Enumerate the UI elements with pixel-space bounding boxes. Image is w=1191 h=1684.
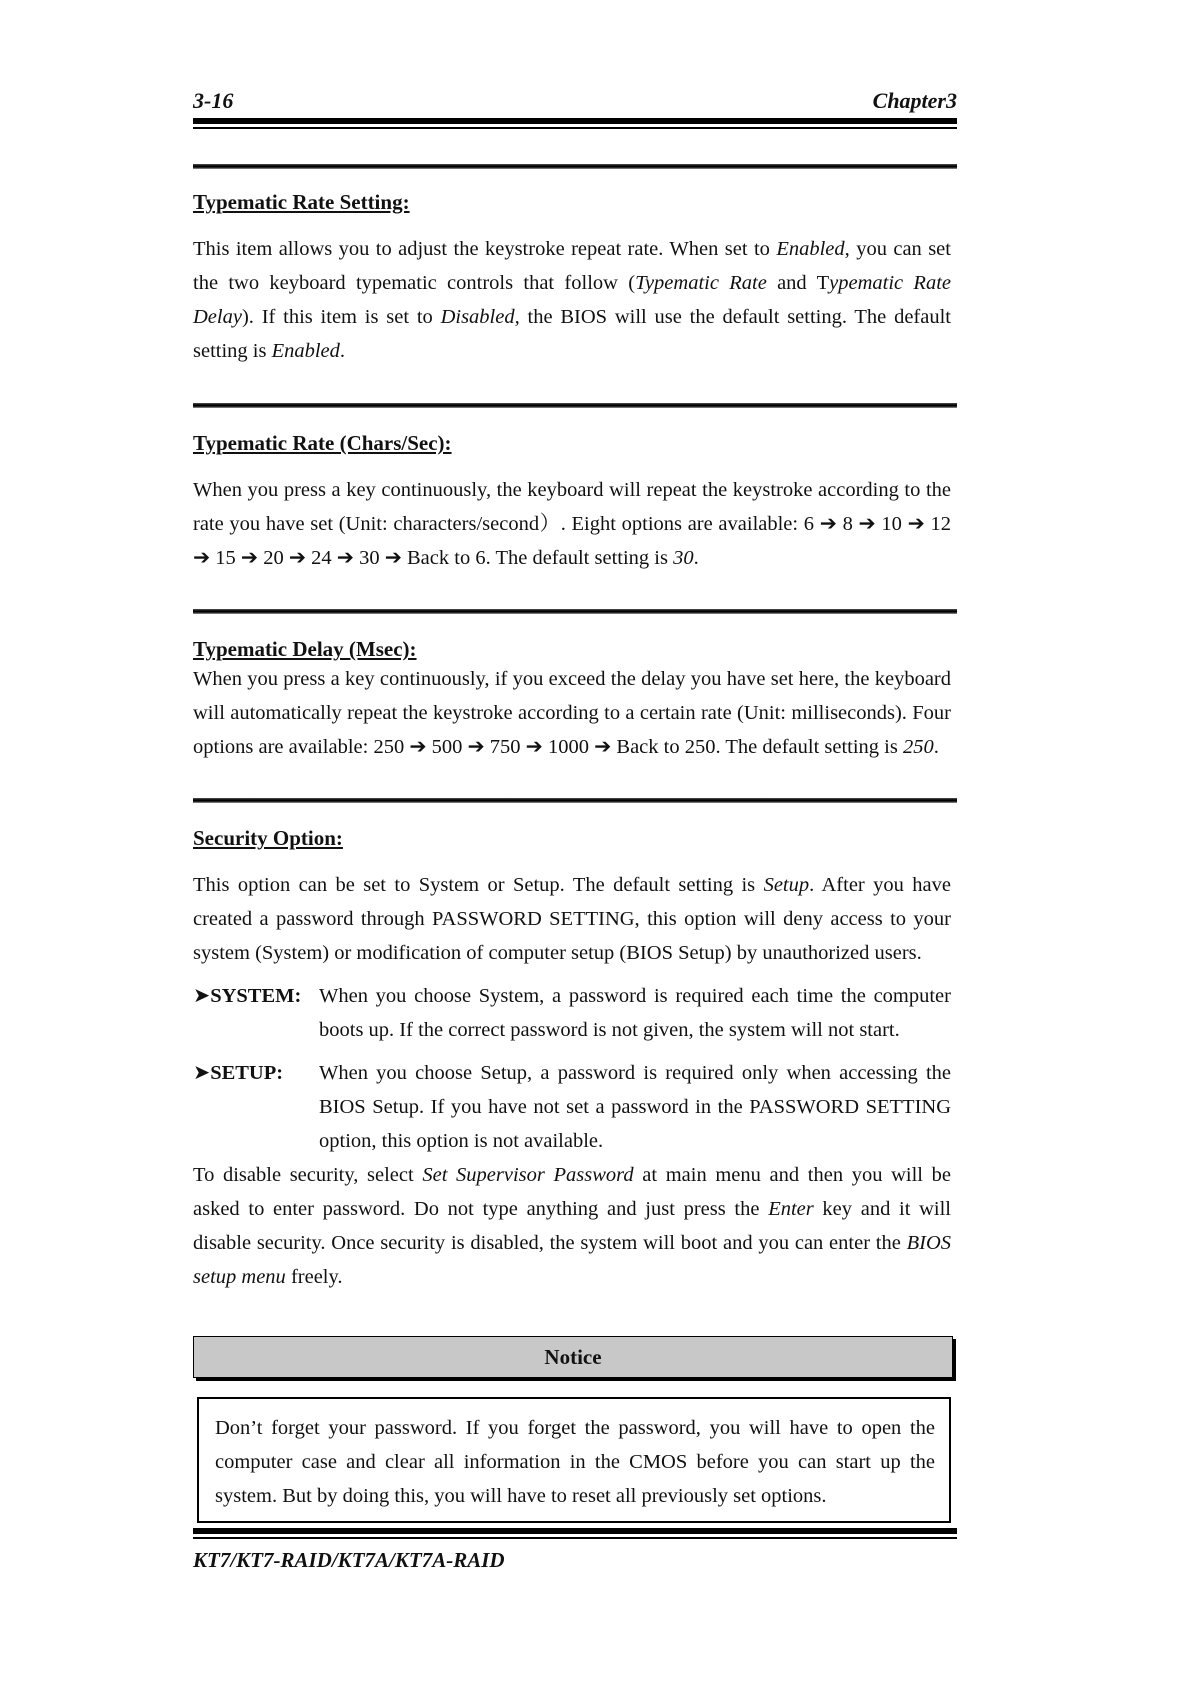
page-number: 3-16 xyxy=(193,88,234,113)
section-divider xyxy=(193,403,957,408)
option-setup xyxy=(193,1056,951,1158)
section-title: Security Option: xyxy=(193,826,343,850)
option-system xyxy=(193,979,951,1047)
option-label: SETUP: xyxy=(210,1062,284,1084)
option-text: When you choose System, a password is required each time the computer boots up. If the correct password is not given, the system will not start. xyxy=(319,985,951,1041)
arrow-icon: ➤ xyxy=(193,1062,211,1084)
footer-rule xyxy=(193,1528,957,1539)
section-body: This item allows you to adjust the keystroke repeat rate. When set to Enabled, you can set the two keyboard typematic controls that follow (Typematic Rate and Typematic Rate Delay). If this item is set to Disabled, the BIOS will use the default setting. The default setting is Enabled. xyxy=(193,238,951,362)
section-title: Typematic Rate Setting: xyxy=(193,190,410,214)
footer-model: KT7/KT7-RAID/KT7A/KT7A-RAID xyxy=(193,1548,505,1572)
section-security-option xyxy=(193,826,951,1294)
section-body: When you press a key continuously, the keyboard will repeat the keystroke according to the rate you have set (Unit: characters/second）. Eight options are available: 6 ➔ 8 ➔ 10 ➔ 12 ➔ 15 ➔ 20 ➔ 24 ➔ 30 ➔ Back to 6. The default setting is 30. xyxy=(193,479,951,569)
section-body: This option can be set to System or Setup. The default setting is Setup. After you have created a password through PASSWORD SETTING, this option will deny access to your system (System) or modification of computer setup (BIOS Setup) by unauthorized users. xyxy=(193,874,951,964)
header-rule xyxy=(193,118,957,129)
section-typematic-rate-setting xyxy=(193,190,951,368)
chapter-label: Chapter3 xyxy=(872,88,957,113)
section-title: Typematic Rate (Chars/Sec): xyxy=(193,431,452,455)
arrow-icon: ➤ xyxy=(193,985,211,1007)
closing-paragraph: To disable security, select Set Supervisor Password at main menu and then you will be asked to enter password. Do not type anything and just press the Enter key and it will disable security. Once security is disabled, the system will boot and you can enter the BIOS setup menu freely. xyxy=(193,1164,951,1288)
section-divider xyxy=(193,164,957,169)
notice-title: Notice xyxy=(193,1336,953,1378)
section-body: When you press a key continuously, if you exceed the delay you have set here, the keyboard will automatically repeat the keystroke according to a certain rate (Unit: milliseconds). Four options are available: 250 ➔ 500 ➔ 750 ➔ 1000 ➔ Back to 250. The default setting is 250. xyxy=(193,668,951,758)
section-divider xyxy=(193,609,957,614)
option-text: When you choose Setup, a password is required only when accessing the BIOS Setup. If you have not set a password in the PASSWORD SETTING option, this option is not available. xyxy=(319,1062,951,1152)
notice-text: Don’t forget your password. If you forget the password, you will have to open the computer case and clear all information in the CMOS before you can start up the system. But by doing this, you will have to reset all previously set options. xyxy=(215,1417,935,1507)
section-title: Typematic Delay (Msec): xyxy=(193,637,417,661)
notice-box xyxy=(197,1397,951,1523)
section-divider xyxy=(193,798,957,803)
option-label: SYSTEM: xyxy=(210,985,302,1007)
section-typematic-rate xyxy=(193,431,951,575)
section-typematic-delay xyxy=(193,637,951,764)
